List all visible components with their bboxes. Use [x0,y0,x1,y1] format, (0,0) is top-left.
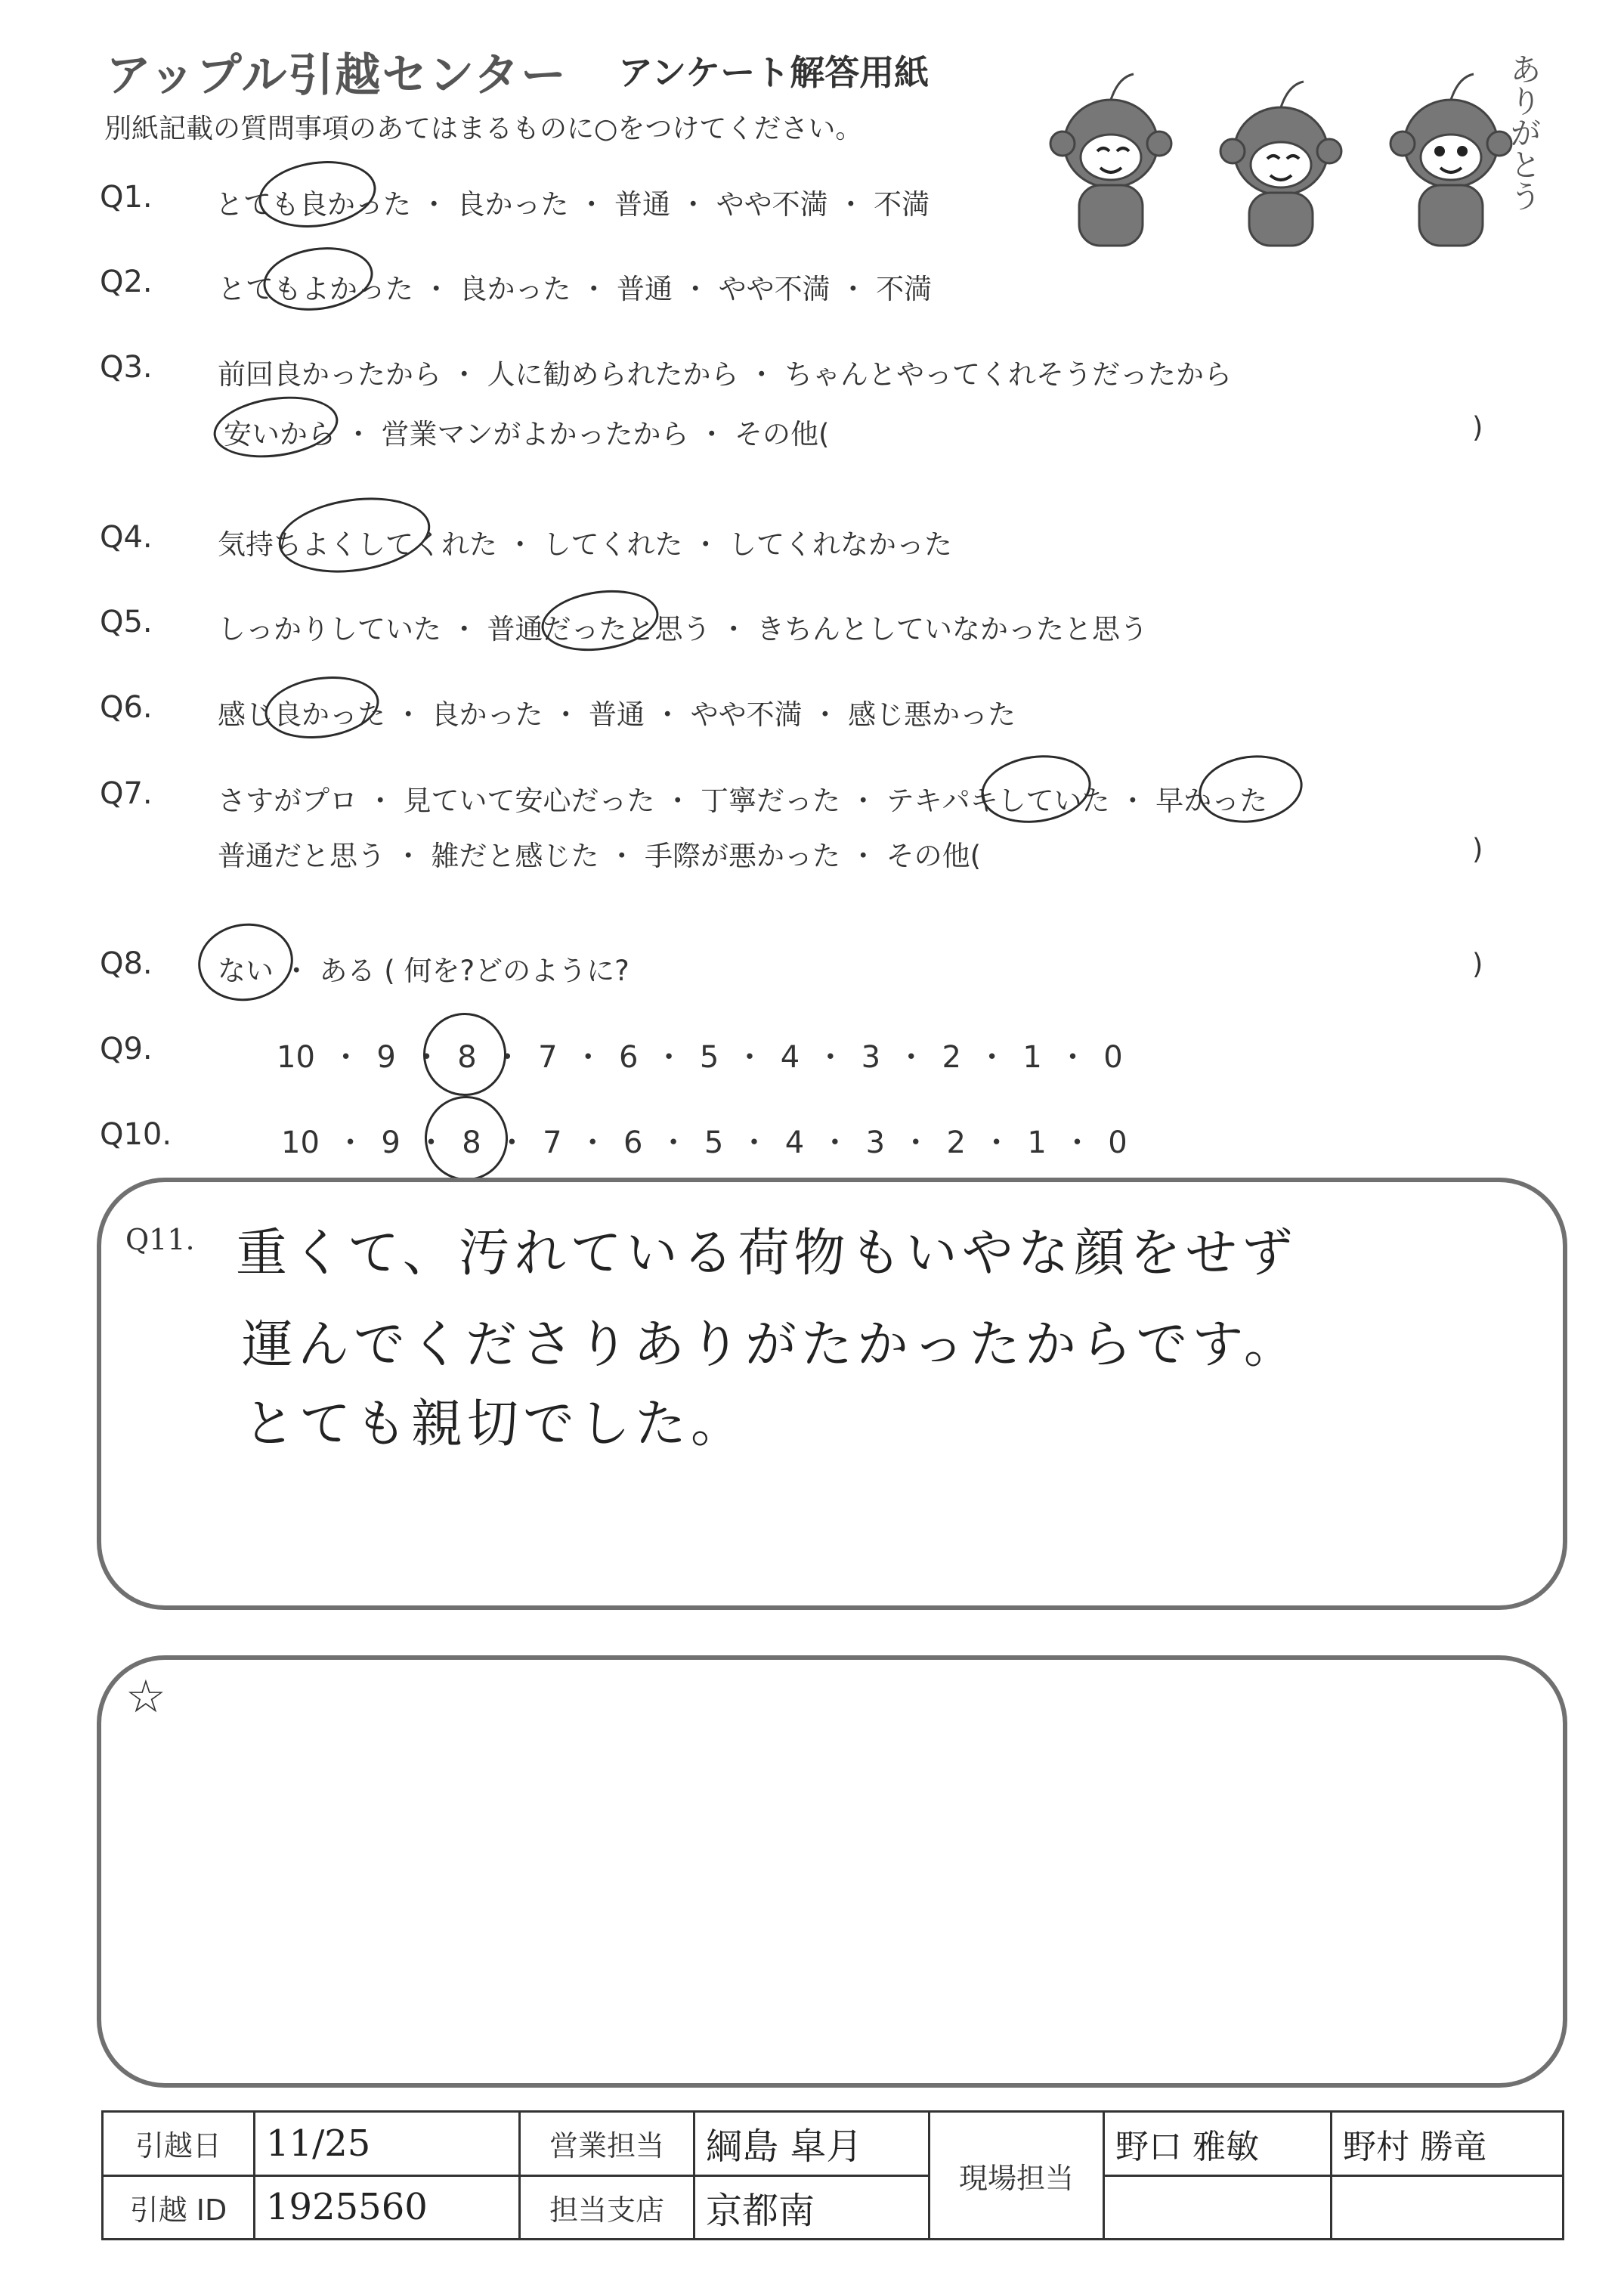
q6-selection-mark [261,670,383,745]
q10-selection-mark [419,1091,514,1186]
q4-selection-mark [274,488,435,581]
q7-number: Q7. [100,776,153,811]
q6-options: 感じ良かった ・ 良かった ・ 普通 ・ やや不満 ・ 感じ悪かった [218,698,1016,731]
footer-info-table [101,2110,1564,2240]
moving-id-label: 引越 ID [103,2175,255,2240]
q3-options-line2: 安いから ・ 営業マンがよかったから ・ その他( [224,418,830,450]
site-staff-empty-cell-1 [1104,2175,1332,2240]
site-staff-label: 現場担当 [930,2112,1104,2240]
form-title: アンケート解答用紙 [618,52,930,93]
q5-number: Q5. [100,605,153,639]
q2-number: Q2. [100,265,153,299]
q3-selection-mark [209,389,342,465]
q8-options: ない ・ ある ( 何を?どのように? [218,955,629,987]
site-staff-1-value: 野口 雅敏 [1104,2112,1332,2176]
q6-number: Q6. [100,690,153,725]
q1-options: とても良かった ・ 良かった ・ 普通 ・ やや不満 ・ 不満 [215,188,930,221]
moving-date-label: 引越日 [103,2112,255,2176]
moving-id-value: 1925560 [255,2175,520,2240]
q11-comment-line3: とても親切でした。 [243,1395,747,1454]
q9-number: Q9. [100,1032,153,1067]
branch-value: 京都南 [694,2175,930,2240]
q8-close-paren: ) [1472,948,1483,980]
q10-scale: 10 ・ 9 ・ 8 ・ 7 ・ 6 ・ 5 ・ 4 ・ 3 ・ 2 ・ 1 ・ 0 [281,1125,1128,1160]
star-comment-box [97,1655,1567,2088]
q7-options-line2: 普通だと思う ・ 雑だと感じた ・ 手際が悪かった ・ その他( [218,840,982,872]
q3-close-paren: ) [1472,411,1483,444]
mascot-thanks-text: ありがとう [1505,53,1542,212]
q11-comment-line1: 重くて、汚れている荷物もいやな顔をせず [236,1224,1298,1283]
site-staff-empty-cell-2 [1332,2175,1564,2240]
q7-options-line1: さすがプロ ・ 見ていて安心だった ・ 丁寧だった ・ テキパキしていた ・ 早かった [218,785,1268,817]
q1-number: Q1. [100,180,153,215]
moving-date-value: 11/25 [255,2112,520,2176]
q3-options-line1: 前回良かったから ・ 人に勧められたから ・ ちゃんとやってくれそうだったから [218,358,1233,391]
q1-selection-mark [255,154,380,235]
q3-number: Q3. [100,350,153,385]
company-name: アップル引越センター [106,49,568,102]
q7-close-paren: ) [1472,833,1483,865]
q10-number: Q10. [100,1117,172,1152]
q11-comment-line2: 運んでくださりありがたかったからです。 [242,1315,1300,1375]
branch-label: 担当支店 [520,2175,694,2240]
q2-options: とてもよかった ・ 良かった ・ 普通 ・ やや不満 ・ 不満 [218,273,933,305]
q8-number: Q8. [100,946,153,981]
q11-label: Q11. [125,1223,195,1256]
q8-selection-mark [193,918,299,1008]
instruction-text: 別紙記載の質問事項のあてはまるものに○をつけてください。 [104,113,863,144]
q9-scale: 10 ・ 9 ・ 8 ・ 7 ・ 6 ・ 5 ・ 4 ・ 3 ・ 2 ・ 1 ・ 0 [277,1040,1123,1075]
mascot-illustration [1028,30,1542,249]
q9-selection-mark [418,1008,512,1101]
sales-staff-label: 営業担当 [520,2112,694,2176]
sales-staff-value: 綱島 皐月 [694,2112,930,2176]
q5-options: しっかりしていた ・ 普通だったと思う ・ きちんとしていなかったと思う [218,613,1149,645]
star-icon: ☆ [125,1670,166,1723]
q4-number: Q4. [100,520,153,555]
q4-options: 気持ちよくしてくれた ・ してくれた ・ してくれなかった [218,528,953,561]
monkey-mascots-icon [1028,30,1542,249]
site-staff-2-value: 野村 勝竜 [1332,2112,1564,2176]
